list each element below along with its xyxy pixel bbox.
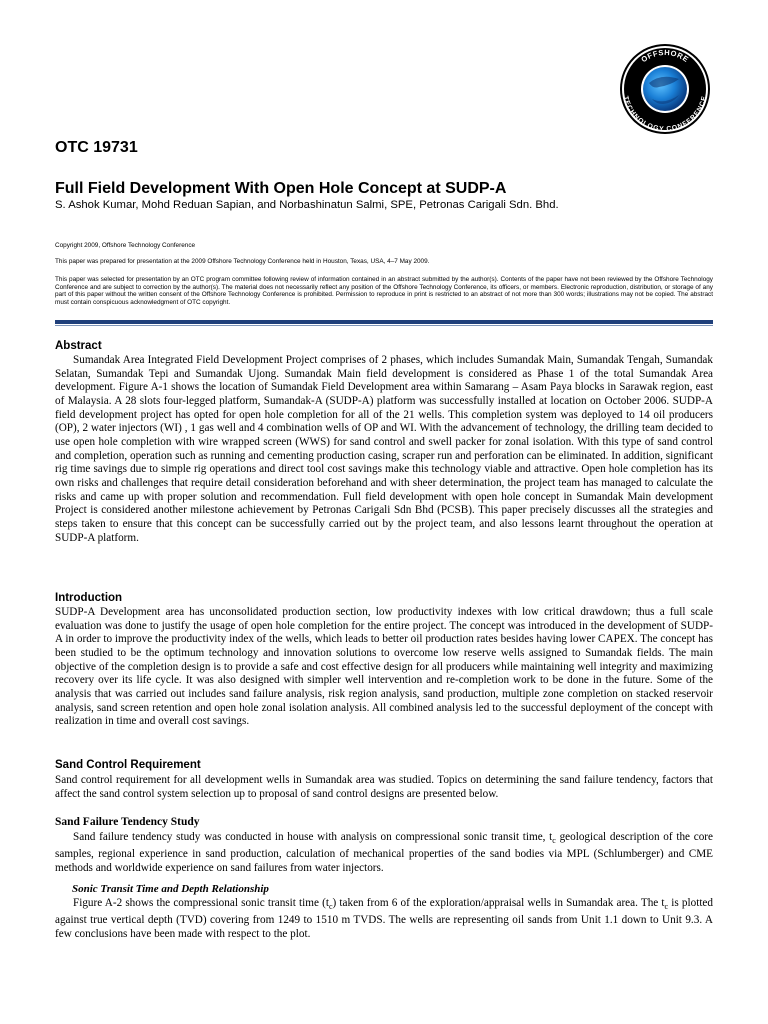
paper-title: Full Field Development With Open Hole Concept at SUDP-A: [55, 180, 507, 197]
abstract-text: Sumandak Area Integrated Field Development Project comprises of 2 phases, which includes Sumandak Main, Sumandak Tengah, Sumandak Selatan, Sumandak Tepi and Sumandak Ujong. Sumandak Main field development is considered as Phase 1 of the total Sumandak Area development. Figure A-1 shows the location of Sumandak Field Development area within Samarang – Asam Paya blocks in Sarawak region, east of Malaysia. A 28 slots four-legged platform, Sumandak-A (SUDP-A) platform was successfully installed at location on October 2006. SUDP-A field development project has opted for open hole completion for all of the 21 wells. This completion system was deployed to 14 oil producers (OP), 2 water injectors (WI) , 1 gas well and 4 combination wells of OP and WI. With the advancement of technology, the drilling team decided to use open hole completion with wire wrapped screen (WWS) for sand control and swell packer for zonal isolation. With this type of sand control and completion, operation such as running and cementing production casing, scraper run and perforation can be eliminated. In addition, significant rig time savings due to simple rig operations and direct tool cost savings make this technology viable and attractive. Open hole completion has its own risks and challenges that require detail consideration beforehand and with sheer determination, the project team has managed to calculate the risks and came up with proper solution and recommendation. Full field development with open hole concept in Sumandak Main development Project is considered another milestone achievement by Petronas Carigali Sdn Bhd (PCSB). This paper precisely discusses all the strategies and steps taken to ensure that this concept can be successfully carried out by the project team, and also lessons learnt throughout the operation at SUDP-A platform.: [55, 354, 713, 544]
sonic-heading: Sonic Transit Time and Depth Relationship: [72, 883, 269, 895]
otc-logo: [619, 43, 711, 135]
selection-notice: This paper was selected for presentation by an OTC program committee following review of information contained in an abstract submitted by the author(s). Contents of the paper have not been reviewed by the Offshore Technology Conference and are subject to correction by the author(s). The material does not necessarily reflect any position of the Offshore Technology Conference, its officers, or members. Electronic reproduction, distribution, or storage of any part of this paper without the written consent of the Offshore Technology Conference is prohibited. Permission to reproduce in print is restricted to an abstract of not more than 300 words; illustrations may not be copied. The abstract must contain conspicuous acknowledgment of OTC copyright.: [55, 276, 713, 306]
paper-authors: S. Ashok Kumar, Mohd Reduan Sapian, and Norbashinatun Salmi, SPE, Petronas Carigali Sdn. Bhd.: [55, 199, 559, 211]
presentation-notice: This paper was prepared for presentation at the 2009 Offshore Technology Conference held in Houston, Texas, USA, 4–7 May 2009.: [55, 258, 430, 265]
abstract-heading: Abstract: [55, 340, 102, 352]
introduction-text: SUDP-A Development area has unconsolidated production section, low productivity indexes with low critical drawdown; thus a full scale evaluation was done to justify the usage of open hole completion for the entire project. The concept was introduced in the development of SUDP-A in order to improve the productivity index of the wells, which leads to better oil production rates besides having lower CAPEX. The concept has been studied to be the optimum technology and innovation solutions to overcome low reserve wells assigned to Sumandak fields. The main objective of the completion design is to provide a safe and cost effective design for all producers while maintaining well integrity and maximizing recovery over its life cycle. It was also designed with simpler well intervention and re-completion work to be done in the future. Some of the analysis that was carried out includes sand failure analysis, risk region analysis, sand production, multiple zone completion on stacked reservoir analysis, sand screen retention and open hole zonal isolation analysis. All combined analysis led to the successful deployment of the concept with realization in time and overall cost savings.: [55, 606, 713, 728]
sand-control-heading: Sand Control Requirement: [55, 759, 201, 771]
sand-failure-heading: Sand Failure Tendency Study: [55, 816, 200, 828]
header-divider-thin: [55, 325, 713, 326]
sand-control-text: Sand control requirement for all development wells in Sumandak area was studied. Topics on determining the sand failure tendency, factors that affect the sand control system selection up to proposal of sand control designs are presented below.: [55, 774, 713, 800]
sonic-text: Figure A-2 shows the compressional sonic transit time $(t_c)$ taken from 6 of the exploration/appraisal wells in Sumandak area. The $t_c$ is plotted against true vertical depth (TVD) covering from 1249 to 1510 m TVDS. The wells are representing oil sands from Unit 1.1 down to Unit 9.3. A few conclusions have been made with respect to the plot.: [55, 897, 713, 940]
logo-text-bottom: TECHNOLOGY CONFERENCE: [621, 95, 709, 134]
logo-text-top: OFFSHORE: [639, 47, 691, 65]
introduction-heading: Introduction: [55, 592, 123, 604]
sand-failure-text: Sand failure tendency study was conducted in house with analysis on compressional sonic transit time, $t_c$ geological description of the core samples, regional experience in sand production, calculation of mechanical properties of the sand bodies via MPL (Schlumberger) and CME methods and worldwide experience on sand failures from water injectors.: [55, 831, 713, 874]
header-divider: [55, 320, 713, 324]
paper-number: OTC 19731: [55, 139, 138, 156]
copyright-notice: Copyright 2009, Offshore Technology Conference: [55, 242, 196, 249]
